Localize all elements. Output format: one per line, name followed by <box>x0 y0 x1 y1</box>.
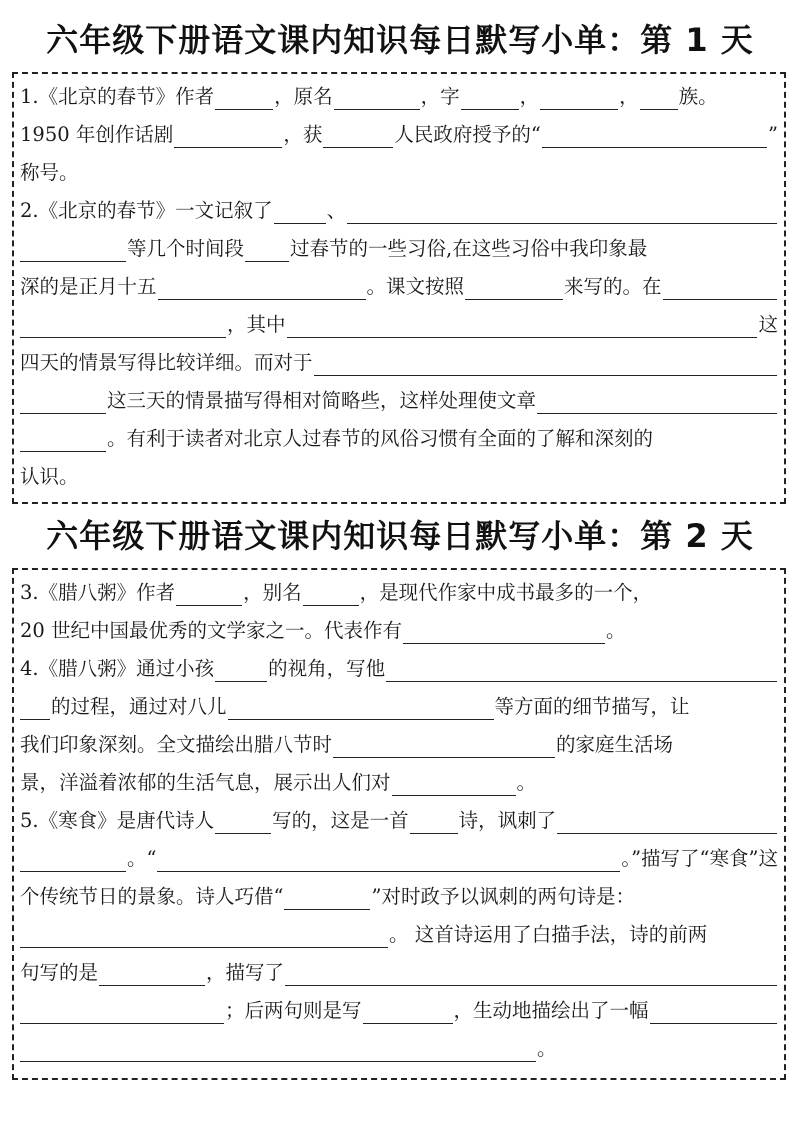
prompt-text: 过春节的一些习俗,在这些习俗中我印象最 <box>290 237 648 260</box>
prompt-text: ，是现代作家中成书最多的一个， <box>359 581 653 604</box>
prompt-text: 。 <box>537 1037 557 1060</box>
worksheet-line <box>20 688 778 726</box>
answer-blank[interactable] <box>650 999 777 1024</box>
answer-blank[interactable] <box>157 847 620 872</box>
answer-blank[interactable] <box>461 85 519 110</box>
answer-blank[interactable] <box>540 85 618 110</box>
prompt-text: 来写的。在 <box>564 275 662 298</box>
worksheet-line <box>20 802 778 840</box>
answer-blank[interactable] <box>542 123 767 148</box>
day-2-title: 六年级下册语文课内知识每日默写小单：第 2 天 <box>46 517 754 555</box>
prompt-text: ，原名 <box>274 85 333 108</box>
prompt-text: 人民政府授予的“ <box>394 123 541 146</box>
prompt-text: ，别名 <box>243 581 302 604</box>
answer-blank[interactable] <box>20 923 388 948</box>
answer-blank[interactable] <box>99 961 205 986</box>
prompt-text: 。”描写了“寒食”这 <box>621 847 778 870</box>
answer-blank[interactable] <box>20 237 126 262</box>
worksheet-line <box>20 574 778 612</box>
answer-blank[interactable] <box>303 581 359 606</box>
prompt-text: 称号。 <box>20 161 79 184</box>
prompt-text: ”对时政予以讽刺的两句诗是： <box>371 885 635 908</box>
prompt-text: 这 <box>758 313 778 336</box>
answer-blank[interactable] <box>284 885 370 910</box>
answer-blank[interactable] <box>176 581 242 606</box>
day-1-title: 六年级下册语文课内知识每日默写小单：第 1 天 <box>46 21 754 59</box>
answer-blank[interactable] <box>314 351 777 376</box>
answer-blank[interactable] <box>20 1037 536 1062</box>
prompt-text: 认识。 <box>20 465 79 488</box>
prompt-text: 1950 年创作话剧 <box>20 123 174 146</box>
prompt-text: 。 <box>606 619 626 642</box>
worksheet-line <box>20 992 778 1030</box>
prompt-text: ， <box>519 85 540 108</box>
prompt-text: 4.《腊八粥》通过小孩 <box>20 657 215 680</box>
prompt-text: 。 这首诗运用了白描手法，诗的前两 <box>389 923 708 946</box>
answer-blank[interactable] <box>228 695 494 720</box>
answer-blank[interactable] <box>285 961 777 986</box>
worksheet-line <box>20 306 778 344</box>
prompt-text: 等方面的细节描写，让 <box>494 695 690 718</box>
worksheet-line <box>20 840 778 878</box>
answer-blank[interactable] <box>386 657 777 682</box>
day-2-worksheet <box>12 568 786 1080</box>
answer-blank[interactable] <box>174 123 282 148</box>
worksheet-line <box>20 1030 778 1068</box>
prompt-text: 。有利于读者对北京人过春节的风俗习惯有全面的了解和深刻的 <box>107 427 654 450</box>
prompt-text: 深的是正月十五 <box>20 275 157 298</box>
worksheet-line <box>20 230 778 268</box>
prompt-text: 景，洋溢着浓郁的生活气息，展示出人们对 <box>20 771 391 794</box>
prompt-text: 句写的是 <box>20 961 99 984</box>
prompt-text: 等几个时间段 <box>127 237 245 260</box>
answer-blank[interactable] <box>215 85 273 110</box>
answer-blank[interactable] <box>640 85 678 110</box>
worksheet-line <box>20 458 778 496</box>
answer-blank[interactable] <box>20 847 126 872</box>
answer-blank[interactable] <box>20 389 106 414</box>
worksheet-line <box>20 116 778 154</box>
prompt-text: ，字 <box>420 85 460 108</box>
worksheet-line <box>20 916 778 954</box>
answer-blank[interactable] <box>410 809 458 834</box>
prompt-text: 。“ <box>127 847 157 870</box>
answer-blank[interactable] <box>245 237 289 262</box>
answer-blank[interactable] <box>537 389 777 414</box>
worksheet-line <box>20 878 778 916</box>
answer-blank[interactable] <box>557 809 777 834</box>
prompt-text: ” <box>768 123 778 146</box>
answer-blank[interactable] <box>215 809 271 834</box>
prompt-text: 诗，讽刺了 <box>458 809 557 832</box>
worksheet-line <box>20 382 778 420</box>
prompt-text: 四天的情景写得比较详细。而对于 <box>20 351 313 374</box>
prompt-text: ， <box>619 85 639 108</box>
answer-blank[interactable] <box>465 275 563 300</box>
prompt-text: 。课文按照 <box>366 275 465 298</box>
answer-blank[interactable] <box>215 657 267 682</box>
answer-blank[interactable] <box>333 733 555 758</box>
answer-blank[interactable] <box>323 123 393 148</box>
worksheet-line <box>20 764 778 802</box>
prompt-text: 20 世纪中国最优秀的文学家之一。代表作有 <box>20 619 403 642</box>
prompt-text: 的过程，通过对八儿 <box>51 695 227 718</box>
prompt-text: ；后两句则是写 <box>225 999 362 1022</box>
worksheet-line <box>20 420 778 458</box>
prompt-text: 1.《北京的春节》作者 <box>20 85 215 108</box>
answer-blank[interactable] <box>403 619 605 644</box>
prompt-text: ，其中 <box>227 313 286 336</box>
answer-blank[interactable] <box>158 275 366 300</box>
prompt-text: ，生动地描绘出了一幅 <box>453 999 649 1022</box>
answer-blank[interactable] <box>20 313 226 338</box>
prompt-text: 的视角，写他 <box>268 657 386 680</box>
answer-blank[interactable] <box>392 771 516 796</box>
answer-blank[interactable] <box>20 427 106 452</box>
answer-blank[interactable] <box>274 199 326 224</box>
answer-blank[interactable] <box>363 999 453 1024</box>
answer-blank[interactable] <box>663 275 777 300</box>
prompt-text: 的家庭生活场 <box>556 733 674 756</box>
answer-blank[interactable] <box>20 695 50 720</box>
prompt-text: 个传统节日的景象。诗人巧借“ <box>20 885 284 908</box>
worksheet-line <box>20 192 778 230</box>
answer-blank[interactable] <box>334 85 420 110</box>
prompt-text: 族。 <box>678 85 718 108</box>
worksheet-line <box>20 954 778 992</box>
worksheet-line <box>20 154 778 192</box>
prompt-text: 我们印象深刻。全文描绘出腊八节时 <box>20 733 333 756</box>
answer-blank[interactable] <box>347 199 777 224</box>
day-1-worksheet <box>12 72 786 504</box>
prompt-text: 这三天的情景描写得相对简略些，这样处理使文章 <box>107 389 537 412</box>
prompt-text: 5.《寒食》是唐代诗人 <box>20 809 215 832</box>
worksheet-line <box>20 78 778 116</box>
worksheet-line <box>20 726 778 764</box>
prompt-text: ，描写了 <box>206 961 285 984</box>
prompt-text: 3.《腊八粥》作者 <box>20 581 176 604</box>
prompt-text: 写的，这是一首 <box>272 809 409 832</box>
worksheet-line <box>20 612 778 650</box>
prompt-text: 。 <box>516 771 537 794</box>
prompt-text: 2.《北京的春节》一文记叙了 <box>20 199 273 222</box>
worksheet-line <box>20 344 778 382</box>
answer-blank[interactable] <box>287 313 758 338</box>
answer-blank[interactable] <box>20 999 224 1024</box>
prompt-text: 、 <box>326 199 347 222</box>
prompt-text: ，获 <box>283 123 323 146</box>
worksheet-line <box>20 268 778 306</box>
worksheet-line <box>20 650 778 688</box>
